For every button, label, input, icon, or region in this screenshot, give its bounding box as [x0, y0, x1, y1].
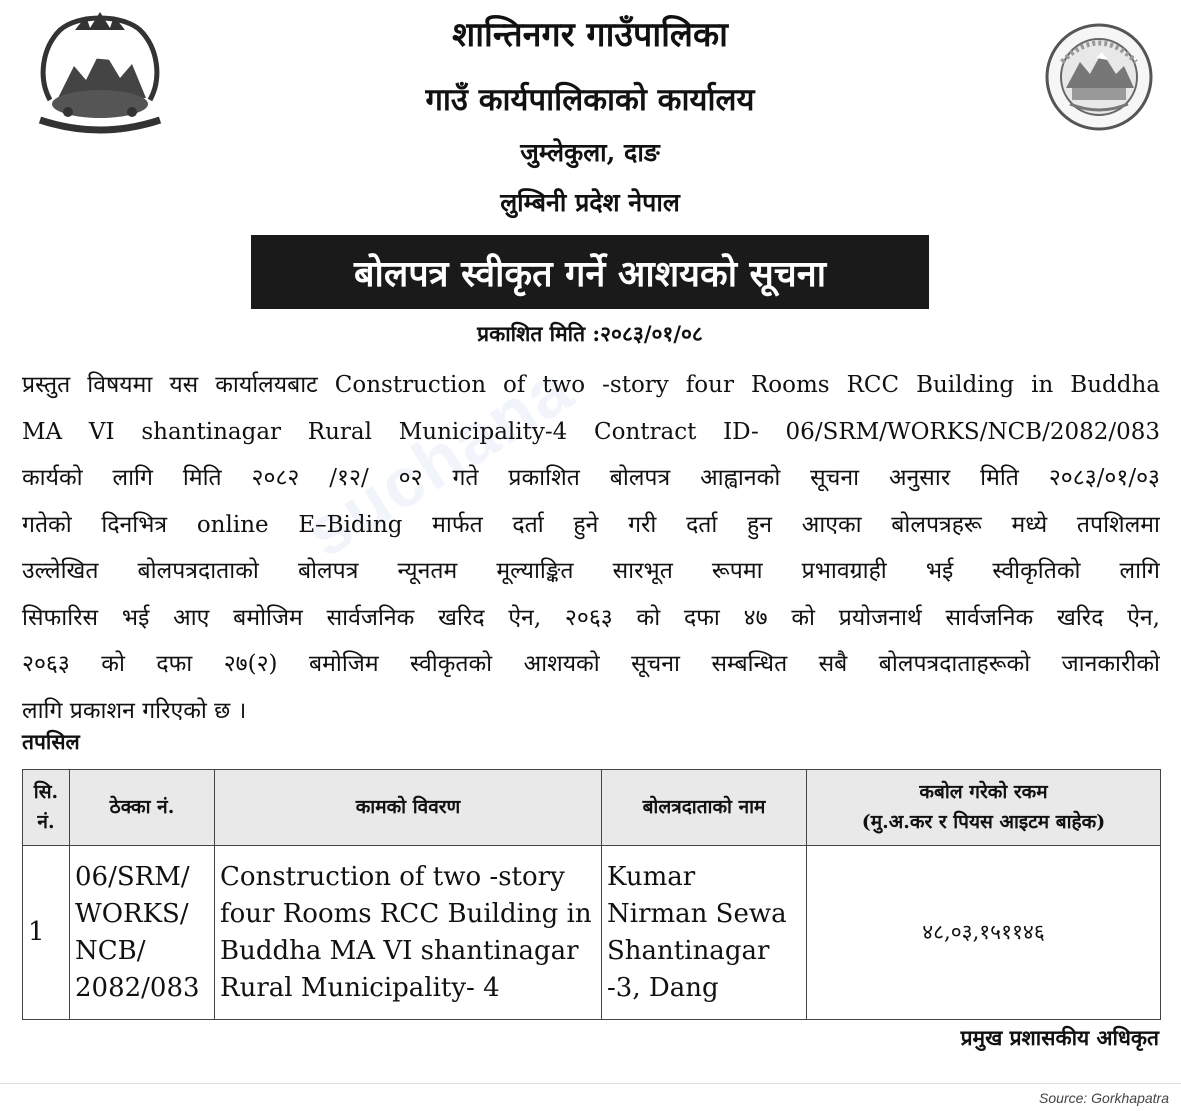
municipality-name: शान्तिनगर गाउँपालिका: [452, 15, 728, 55]
col-header-contract-no: ठेक्का नं.: [70, 770, 215, 846]
notice-body: [22, 362, 1160, 734]
col-header-description: कामको विवरण: [215, 770, 602, 846]
col-header-amount: [807, 770, 1161, 846]
nepal-emblem-logo: [30, 8, 170, 138]
body-line: गतेको दिनभित्र online E–Biding मार्फत दर्ता हुने गरी दर्ता हुन आएका बोलपत्रहरू मध्ये तपशिलमा: [22, 511, 1160, 538]
body-line: उल्लेखित बोलपत्रदाताको बोलपत्र न्यूनतम मूल्याङ्कित सारभूत रूपमा प्रभावग्राही भई स्वीकृतिको लागि: [22, 558, 1160, 584]
body-line: कार्यको लागि मिति २०८२ /१२/ ०२ गते प्रकाशित बोलपत्र आह्वानको सूचना अनुसार मिति २०८३/०१/०३: [22, 465, 1160, 491]
body-line: २०६३ को दफा २७(२) बमोजिम स्वीकृतको आशयको सूचना सम्बन्धित सबै बोलपत्रदाताहरूको जानकारीको: [22, 651, 1160, 677]
table-header-row: [23, 770, 1161, 846]
published-date: प्रकाशित मिति :२०८३/०१/०८: [477, 321, 703, 346]
col-header-sn-line1: सि.: [33, 781, 59, 804]
cell-sn: 1: [23, 846, 70, 1020]
source-credit: Source: Gorkhapatra: [1039, 1090, 1169, 1106]
signatory-title: प्रमुख प्रशासकीय अधिकृत: [960, 1025, 1159, 1050]
table-row: [23, 846, 1161, 1020]
cell-amount: ४८,०३,१५११४६: [807, 846, 1161, 1020]
office-location: जुम्लेकुला, दाङ: [520, 138, 660, 167]
col-header-sn-line2: नं.: [37, 810, 55, 833]
municipality-seal-logo: [1044, 22, 1154, 132]
body-line: प्रस्तुत विषयमा यस कार्यालयबाट Construction of two -story four Rooms RCC Building in Buddha: [22, 372, 1160, 398]
body-line: लागि प्रकाशन गरिएको छ ।: [22, 697, 247, 724]
col-header-sn: [23, 770, 70, 846]
schedule-label: तपसिल: [22, 729, 80, 754]
col-header-amount-line1: कबोल गरेको रकम: [919, 781, 1048, 804]
bid-table: [22, 769, 1161, 1020]
notice-title: बोलपत्र स्वीकृत गर्ने आशयको सूचना: [251, 235, 929, 309]
office-name: गाउँ कार्यपालिकाको कार्यालय: [425, 82, 755, 118]
col-header-amount-line2: (मु.अ.कर र पियस आइटम बाहेक): [861, 810, 1106, 833]
cell-bidder: Kumar Nirman Sewa Shantinagar -3, Dang: [602, 846, 807, 1020]
body-line: सिफारिस भई आए बमोजिम सार्वजनिक खरिद ऐन, २०६३ को दफा ४७ को प्रयोजनार्थ सार्वजनिक खरिद ऐन,: [22, 604, 1160, 631]
province-country: लुम्बिनी प्रदेश नेपाल: [500, 188, 680, 217]
watermark: suchana: [291, 347, 587, 573]
cell-contract-no: 06/SRM/ WORKS/ NCB/ 2082/083: [70, 846, 215, 1020]
divider: [0, 1083, 1181, 1084]
body-line: MA VI shantinagar Rural Municipality-4 Contract ID- 06/SRM/WORKS/NCB/2082/083: [22, 418, 1160, 445]
col-header-bidder: बोलत्रदाताको नाम: [602, 770, 807, 846]
cell-description: Construction of two -story four Rooms RCC Building in Buddha MA VI shantinagar Rural Municipality- 4: [215, 846, 602, 1020]
